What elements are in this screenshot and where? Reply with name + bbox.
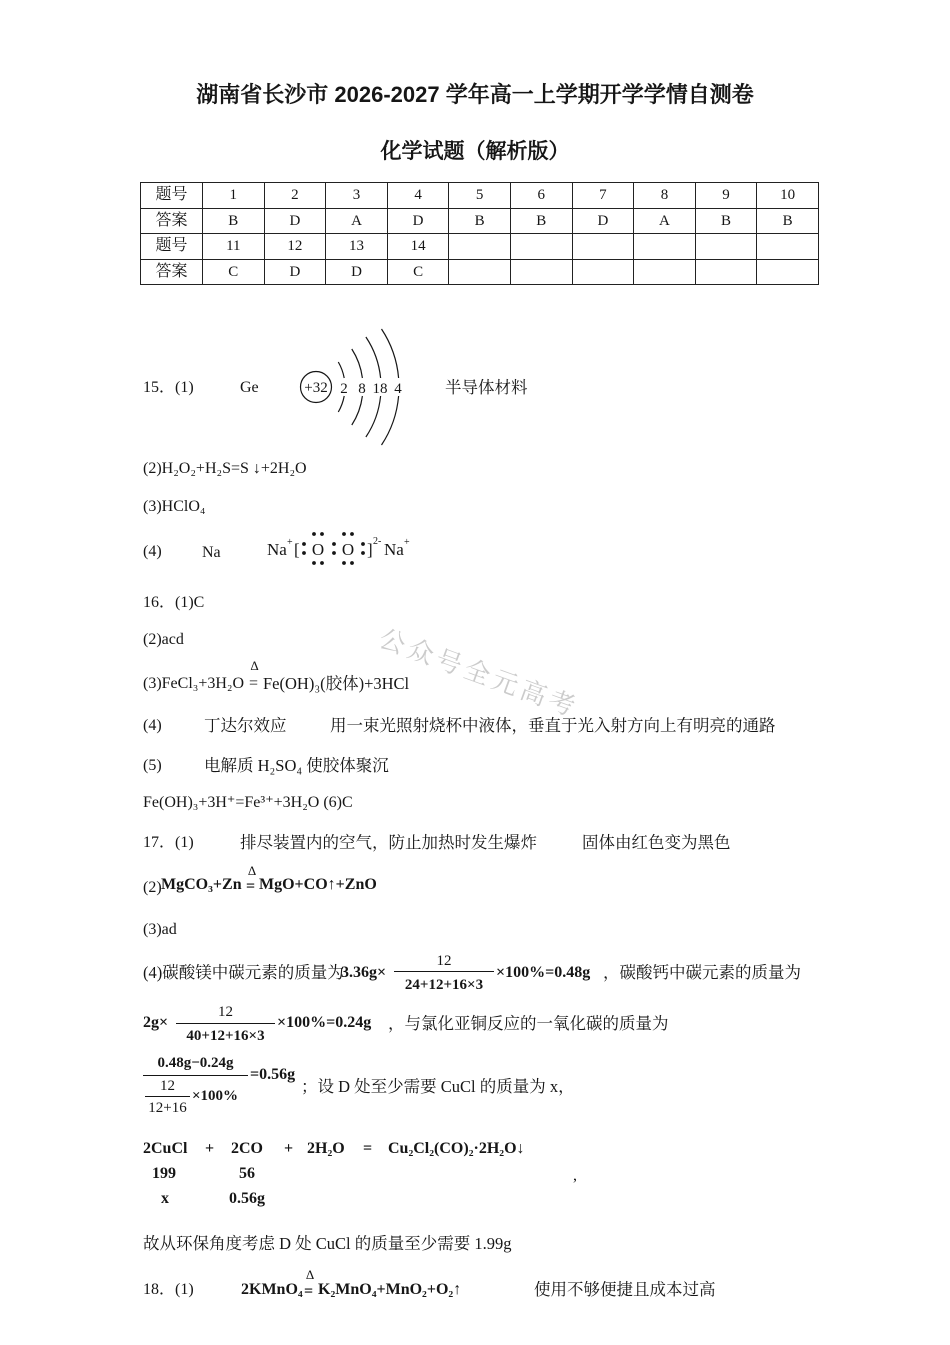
question-number-cell: 9 (695, 183, 757, 209)
question-number-cell: 13 (326, 234, 388, 260)
question-number-cell: 1 (203, 183, 265, 209)
answer-cell: B (695, 208, 757, 234)
calc-line3-suffix: ；设 D 处至少需要 CuCl 的质量为 x， (301, 1077, 575, 1096)
inner-fraction-numerator: 12 (160, 1078, 175, 1094)
empty-cell (449, 234, 511, 260)
calc-line1-suffix: ，碳酸钙中碳元素的质量为 (603, 963, 801, 982)
question-number-cell: 2 (264, 183, 326, 209)
q15-part4-element: Na (202, 544, 221, 561)
equation-operator: + (205, 1140, 215, 1157)
row-label: 题号 (141, 234, 203, 260)
q17-part2-reactants: MgCO₃+Zn (161, 876, 242, 893)
answer-cell: B (203, 208, 265, 234)
heating-condition-symbol: Δ (247, 863, 257, 878)
inner-fraction-bar (145, 1096, 190, 1097)
q18-products: K₂MnO₄+MnO₂+O₂↑ (318, 1281, 462, 1298)
q15-part4-label: (4) (143, 543, 162, 560)
empty-cell (757, 234, 819, 260)
electron-dot (342, 561, 346, 565)
fraction-bar (143, 1075, 248, 1076)
q18-label: 18．(1) (143, 1281, 194, 1298)
electron-dot (350, 532, 354, 536)
q16-part4-method: 用一束光照射烧杯中液体，垂直于光入射方向上有明亮的通路 (330, 716, 776, 735)
electron-dot (302, 551, 306, 555)
mass-value: 0.56g (229, 1190, 265, 1207)
q15-part3: (3)HClO₄ (143, 498, 206, 515)
q16-part5-label: (5) (143, 757, 162, 774)
molar-mass-value: 56 (239, 1165, 255, 1182)
q16-part4-label: (4) (143, 717, 162, 734)
q16-part2: (2)acd (143, 631, 184, 648)
fraction-denominator: 24+12+16×3 (404, 977, 484, 993)
electron-dot (350, 561, 354, 565)
table-row (141, 208, 819, 234)
reaction-equals-sign: = (304, 1283, 314, 1300)
q16-part5-text: 电解质 H₂SO₄ 使胶体聚沉 (204, 756, 389, 775)
answer-cell: C (387, 259, 449, 285)
q16-part4-phenomenon: 丁达尔效应 (204, 716, 287, 735)
table-row (141, 234, 819, 260)
oxygen-symbol: O (341, 540, 355, 559)
q17-part1-phenomenon: 固体由红色变为黑色 (582, 833, 731, 852)
shell-electron-count: 8 (358, 381, 366, 397)
answer-cell: B (510, 208, 572, 234)
empty-cell (572, 259, 634, 285)
reaction-equals-sign: = (246, 878, 256, 895)
inner-fraction-tail: ×100% (192, 1088, 239, 1104)
question-number-cell: 4 (387, 183, 449, 209)
heating-condition-symbol: Δ (305, 1267, 315, 1282)
shell-electron-count: 4 (394, 381, 402, 397)
electron-dot (302, 542, 306, 546)
empty-cell (695, 259, 757, 285)
electron-dot (342, 532, 346, 536)
empty-cell (634, 234, 696, 260)
fraction-numerator: 12 (436, 953, 452, 969)
electron-dot (332, 551, 336, 555)
answer-cell: D (264, 208, 326, 234)
answer-cell: B (449, 208, 511, 234)
fraction-numerator: 12 (218, 1004, 233, 1020)
calc-line1-tail: ×100%=0.48g (496, 964, 591, 981)
answer-cell: A (326, 208, 388, 234)
q17-part3: (3)ad (143, 921, 177, 938)
fraction-numerator: 0.48g−0.24g (157, 1055, 234, 1071)
empty-cell (757, 259, 819, 285)
equation-term: 2H₂O (307, 1140, 345, 1157)
row-label: 答案 (141, 208, 203, 234)
question-number-cell: 11 (203, 234, 265, 260)
question-number-cell: 12 (264, 234, 326, 260)
molar-mass-value: 199 (152, 1165, 176, 1182)
q16-part3-products: Fe(OH)₃(胶体)+3HCl (263, 674, 410, 693)
mass-value: x (161, 1190, 169, 1207)
equation-operator: = (363, 1140, 373, 1157)
cation-charge: + (287, 537, 293, 548)
q16-part3-reactants: (3)FeCl₃+3H₂O (143, 675, 245, 692)
electron-dot (312, 561, 316, 565)
page-subtitle: 化学试题（解析版） (380, 140, 570, 163)
q15-label: 15．(1) (143, 379, 194, 396)
shell-electron-count: 2 (340, 381, 348, 397)
sodium-peroxide-electron-formula (262, 528, 422, 570)
table-row (141, 183, 819, 209)
electron-dot (312, 532, 316, 536)
q18-comment: 使用不够便捷且成本过高 (534, 1280, 716, 1299)
electron-dot (332, 542, 336, 546)
calc-line2-tail: ×100%=0.24g (277, 1014, 372, 1031)
answer-cell: B (757, 208, 819, 234)
calc-line3-result: =0.56g (250, 1066, 296, 1083)
oxygen-symbol: O (311, 540, 325, 559)
empty-cell (510, 259, 572, 285)
answer-cell: D (326, 259, 388, 285)
answer-cell: D (264, 259, 326, 285)
fraction-bar (176, 1023, 275, 1024)
question-number-cell: 3 (326, 183, 388, 209)
row-label: 题号 (141, 183, 203, 209)
nucleus-charge: +32 (304, 380, 328, 396)
page-title: 湖南省长沙市 2026-2027 学年高一上学期开学学情自测卷 (196, 82, 754, 107)
question-number-cell: 5 (449, 183, 511, 209)
electron-dot (361, 551, 365, 555)
cation-charge: + (404, 537, 410, 548)
answer-cell: A (634, 208, 696, 234)
question-number-cell: 6 (510, 183, 572, 209)
question-number-cell: 10 (757, 183, 819, 209)
q15-element: Ge (240, 379, 259, 396)
cation-symbol: Na (267, 540, 287, 559)
equation-term: Cu₂Cl₂(CO)₂·2H₂O↓ (388, 1140, 525, 1157)
question-number-cell: 14 (387, 234, 449, 260)
heating-condition-symbol: Δ (250, 658, 259, 673)
shell-electron-count: 18 (372, 381, 388, 397)
equation-term: 2CO (231, 1140, 263, 1157)
calc-line2-lead: 2g× (143, 1014, 169, 1031)
q17-part2-label: (2) (143, 879, 162, 896)
table-row (141, 259, 819, 285)
q16-part5-equation-part6: Fe(OH)₃+3H⁺=Fe³⁺+3H₂O (6)C (143, 794, 353, 811)
cation-symbol: Na (384, 540, 404, 559)
equation-term: 2CuCl (143, 1140, 188, 1157)
answer-table (140, 182, 819, 285)
empty-cell (572, 234, 634, 260)
inner-fraction-denominator: 12+16 (148, 1100, 187, 1116)
empty-cell (449, 259, 511, 285)
bracket-close: ] (367, 540, 373, 559)
q17-label: 17．(1) (143, 834, 194, 851)
clipped-line-q18 (0, 1267, 950, 1300)
reaction-equals-sign: = (249, 675, 259, 692)
electron-dot (320, 532, 324, 536)
electron-dot (320, 561, 324, 565)
q18-reactant: 2KMnO₄ (241, 1281, 303, 1298)
answer-cell: C (203, 259, 265, 285)
germanium-atom-structure-diagram (296, 326, 408, 450)
row-label: 答案 (141, 259, 203, 285)
empty-cell (695, 234, 757, 260)
fraction-denominator: 40+12+16×3 (186, 1028, 265, 1044)
watermark: 公众号全元高考 (374, 623, 583, 724)
q15-use: 半导体材料 (445, 378, 528, 397)
calc-line1-prefix: (4)碳酸镁中碳元素的质量为 (143, 963, 344, 982)
fraction-bar (394, 971, 494, 972)
question-number-cell: 8 (634, 183, 696, 209)
bracket-open: [ (294, 540, 300, 559)
equation-comma: , (573, 1167, 577, 1184)
answer-cell: D (387, 208, 449, 234)
q15-part2: (2)H₂O₂+H₂S=S ↓+2H₂O (143, 460, 307, 477)
q17-conclusion: 故从环保角度考虑 D 处 CuCl 的质量至少需要 1.99g (143, 1234, 512, 1253)
q17-part1-purpose: 排尽装置内的空气，防止加热时发生爆炸 (240, 833, 537, 852)
electron-dot (361, 542, 365, 546)
calc-line2-suffix: ，与氯化亚铜反应的一氧化碳的质量为 (388, 1014, 669, 1033)
equation-operator: + (284, 1140, 294, 1157)
calc-line1-lead: 3.36g× (341, 964, 387, 981)
q16-part1: 16．(1)C (143, 594, 205, 611)
answer-cell: D (572, 208, 634, 234)
empty-cell (510, 234, 572, 260)
question-number-cell: 7 (572, 183, 634, 209)
anion-charge: 2- (373, 536, 382, 547)
q17-part2-products: MgO+CO↑+ZnO (259, 876, 377, 893)
empty-cell (634, 259, 696, 285)
